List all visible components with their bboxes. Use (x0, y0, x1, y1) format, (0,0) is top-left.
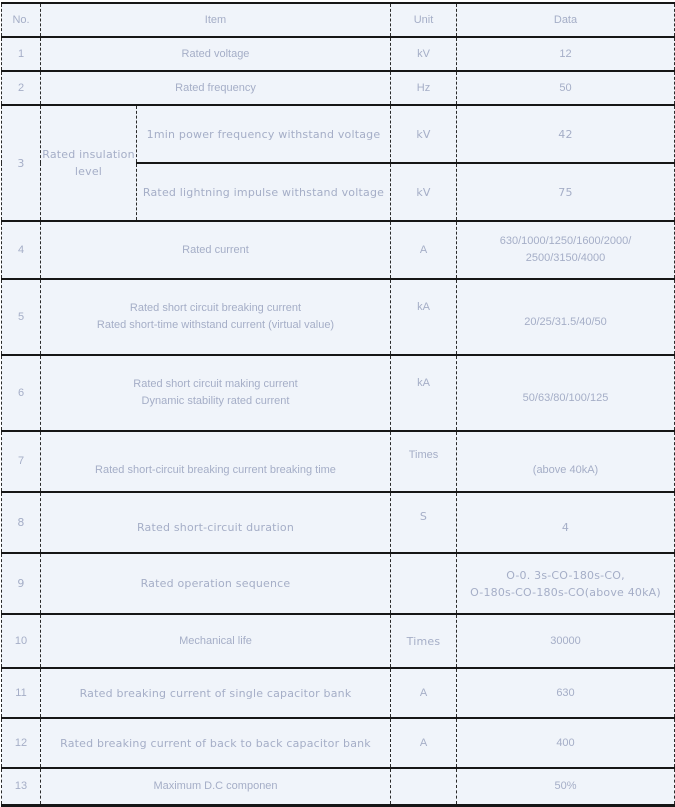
table-row (2, 105, 675, 163)
table-row (2, 221, 675, 279)
cell-item-sub: Rated lightning impulse withstand voltage (137, 163, 391, 221)
cell-unit: kV (391, 37, 457, 71)
cell-data: 12 (457, 37, 675, 71)
cell-item: Rated short-circuit breaking current breaking time (41, 431, 391, 492)
cell-unit: A (391, 718, 457, 768)
cell-item: Rated current (41, 221, 391, 279)
cell-data (457, 553, 675, 614)
cell-no: 7 (2, 431, 41, 492)
cell-data-line: O-0. 3s-CO-180s-CO, (506, 568, 625, 582)
table-row (2, 553, 675, 614)
cell-data-line: 2500/3150/4000 (525, 252, 606, 264)
cell-data: 50% (457, 768, 675, 806)
header-data: Data (457, 3, 675, 37)
cell-data: 30000 (457, 614, 675, 668)
cell-data: 630 (457, 668, 675, 718)
header-no: No. (2, 3, 41, 37)
cell-data-line: 630/1000/1250/1600/2000/ (499, 235, 632, 247)
cell-item-line: Rated short-time withstand current (virtual value) (96, 319, 335, 331)
cell-unit: kA (391, 279, 457, 355)
cell-unit: kA (391, 355, 457, 431)
cell-item: Rated frequency (41, 71, 391, 105)
cell-unit: Hz (391, 71, 457, 105)
header-unit: Unit (391, 3, 457, 37)
cell-unit: kV (391, 163, 457, 221)
header-row (2, 3, 675, 37)
cell-unit (391, 768, 457, 806)
cell-no: 13 (2, 768, 41, 806)
table-row (2, 431, 675, 492)
cell-item-line: Dynamic stability rated current (141, 395, 290, 407)
table-row (2, 718, 675, 768)
table-row (2, 768, 675, 806)
cell-item (41, 355, 391, 431)
cell-data: 42 (457, 105, 675, 163)
table-row (2, 37, 675, 71)
cell-unit: Times (391, 431, 457, 492)
cell-no: 9 (2, 553, 41, 614)
cell-data: 50 (457, 71, 675, 105)
cell-item-line: Rated short circuit breaking current (129, 302, 302, 314)
cell-item: Rated operation sequence (41, 553, 391, 614)
cell-unit: A (391, 221, 457, 279)
cell-no: 5 (2, 279, 41, 355)
cell-no: 8 (2, 492, 41, 553)
cell-item: Rated voltage (41, 37, 391, 71)
cell-unit: S (391, 492, 457, 553)
cell-item: Rated breaking current of single capacitor bank (41, 668, 391, 718)
cell-data-line: O-180s-CO-180s-CO(above 40kA) (470, 585, 661, 599)
cell-data: 50/63/80/100/125 (457, 355, 675, 431)
table-row (2, 614, 675, 668)
table-row (2, 492, 675, 553)
header-item: Item (41, 3, 391, 37)
spec-table (1, 2, 675, 807)
cell-data: 4 (457, 492, 675, 553)
cell-no: 1 (2, 37, 41, 71)
cell-item: Rated breaking current of back to back capacitor bank (41, 718, 391, 768)
cell-no: 10 (2, 614, 41, 668)
cell-item (41, 279, 391, 355)
cell-data: 400 (457, 718, 675, 768)
cell-item: Rated short-circuit duration (41, 492, 391, 553)
cell-item: Maximum D.C componen (41, 768, 391, 806)
cell-unit (391, 553, 457, 614)
cell-item: Mechanical life (41, 614, 391, 668)
cell-no: 12 (2, 718, 41, 768)
table-row (2, 668, 675, 718)
cell-no: 2 (2, 71, 41, 105)
cell-no: 6 (2, 355, 41, 431)
cell-data: (above 40kA) (457, 431, 675, 492)
table-row (2, 355, 675, 431)
cell-no: 3 (2, 105, 41, 221)
cell-data: 20/25/31.5/40/50 (457, 279, 675, 355)
cell-item-sub: 1min power frequency withstand voltage (137, 105, 391, 163)
cell-item-group: Rated insulation level (41, 105, 137, 221)
cell-data (457, 221, 675, 279)
cell-unit: A (391, 668, 457, 718)
cell-item-line: Rated short circuit making current (133, 378, 298, 390)
cell-unit: kV (391, 105, 457, 163)
cell-unit: Times (391, 614, 457, 668)
table-row (2, 279, 675, 355)
cell-data: 75 (457, 163, 675, 221)
table-row (2, 71, 675, 105)
cell-no: 11 (2, 668, 41, 718)
cell-no: 4 (2, 221, 41, 279)
